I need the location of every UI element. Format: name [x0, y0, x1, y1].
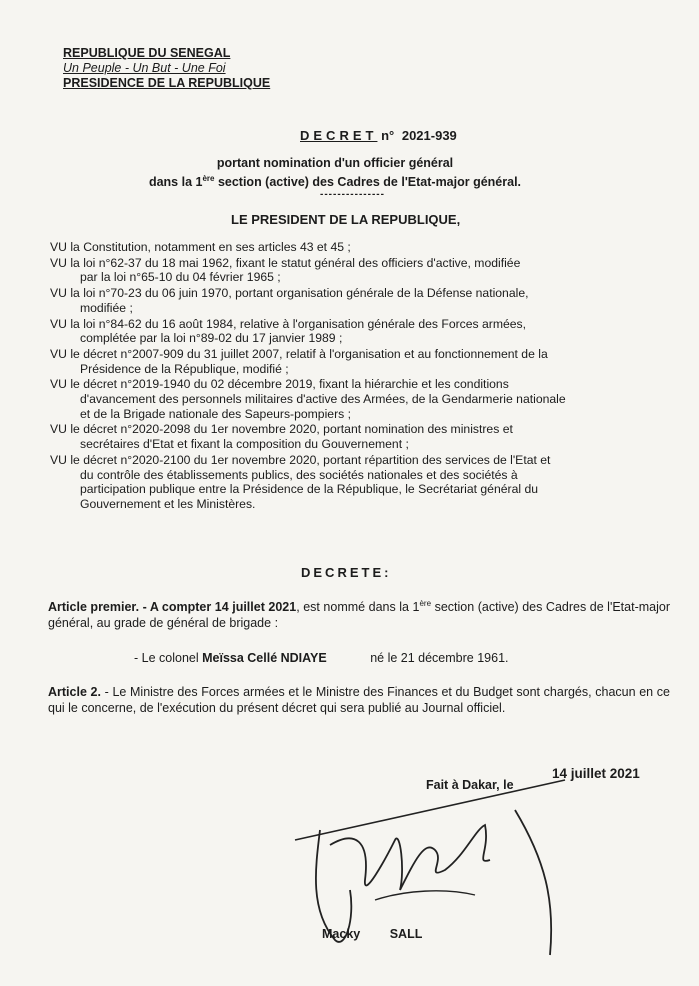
considerant-item: VU la loi n°70-23 du 06 juin 1970, portant organisation générale de la Défense nationale, modifiée ; — [50, 286, 529, 315]
considerant-item: VU le décret n°2020-2100 du 1er novembre 2020, portant répartition des services de l'Etat et du contrôle des établissements publics, des sociétés nationales et des sociétés à participation publique entre la Présidence de la République, le Secrétariat général du Gouvernement et les Ministères. — [50, 452, 551, 511]
nominee-prefix: - Le colonel — [134, 651, 199, 665]
considerant-item: VU le décret n°2007-909 du 31 juillet 2007, relatif à l'organisation et au fonctionnement de la Présidence de la République, modifié ; — [50, 346, 548, 376]
subtitle-line-2: dans la 1ère section (active) des Cadres de l'Etat-major général. — [148, 174, 522, 190]
signatory-last-name: SALL — [389, 927, 423, 941]
considerant-item: VU la Constitution, notamment en ses articles 43 et 45 ; — [50, 240, 351, 254]
considerant-item: VU le décret n°2019-1940 du 02 décembre 2019, fixant la hiérarchie et les conditions d'avancement des personnels militaires d'active des Armées, de la Gendarmerie nationale et de la Brigade nationale des Sapeurs-pompiers ; — [50, 377, 566, 421]
letterhead — [63, 46, 270, 91]
article-1: Article premier. - A compter 14 juillet 2021, est nommé dans la 1ère section (active) des Cadres de l'Etat-major général, au grade de général de brigade : — [48, 599, 670, 630]
decree-title — [300, 128, 457, 143]
country-name: REPUBLIQUE DU SENEGAL — [63, 46, 231, 60]
decree-word: DECRET — [300, 128, 378, 143]
nominee-name: Meïssa Cellé NDIAYE — [202, 651, 327, 665]
national-motto: Un Peuple - Un But - Une Foi — [63, 61, 226, 75]
decree-subtitle — [40, 156, 630, 190]
signatory-first-name: Macky — [322, 927, 361, 941]
decree-number: 2021-939 — [401, 128, 457, 143]
considerant-item: VU la loi n°62-37 du 18 mai 1962, fixant le statut général des officiers d'active, modifiée par la loi n°65-10 du 04 février 1965 ; — [50, 255, 521, 285]
subtitle-line-1: portant nomination d'un officier général — [216, 156, 454, 170]
nominee-birth: né le 21 décembre 1961. — [370, 651, 509, 665]
president-heading: LE PRESIDENT DE LA REPUBLIQUE, — [231, 212, 461, 227]
nominee-line — [134, 651, 509, 665]
handwritten-signature — [275, 770, 575, 960]
office-name: PRESIDENCE DE LA REPUBLIQUE — [63, 76, 271, 90]
signatory-name — [322, 927, 422, 941]
decree-number-prefix: n° — [381, 128, 395, 143]
decrete-heading: DECRETE: — [301, 565, 392, 580]
signing-date: 14 juillet 2021 — [552, 766, 640, 781]
considerants-list — [50, 240, 670, 513]
considerant-item: VU la loi n°84-62 du 16 août 1984, relative à l'organisation générale des Forces armées, complétée par la loi n°89-02 du 17 janvier 1989 ; — [50, 316, 527, 346]
considerant-item: VU le décret n°2020-2098 du 1er novembre 2020, portant nomination des ministres et secrétaires d'Etat et fixant la composition du Gouvernement ; — [50, 422, 513, 452]
article-2: Article 2. - Le Ministre des Forces armées et le Ministre des Finances et du Budget sont chargés, chacun en ce qui le concerne, de l'exécution du présent décret qui sera publié au Journal officiel. — [48, 685, 670, 715]
separator: --------------- — [320, 189, 385, 200]
signing-place: Fait à Dakar, le — [426, 778, 514, 792]
